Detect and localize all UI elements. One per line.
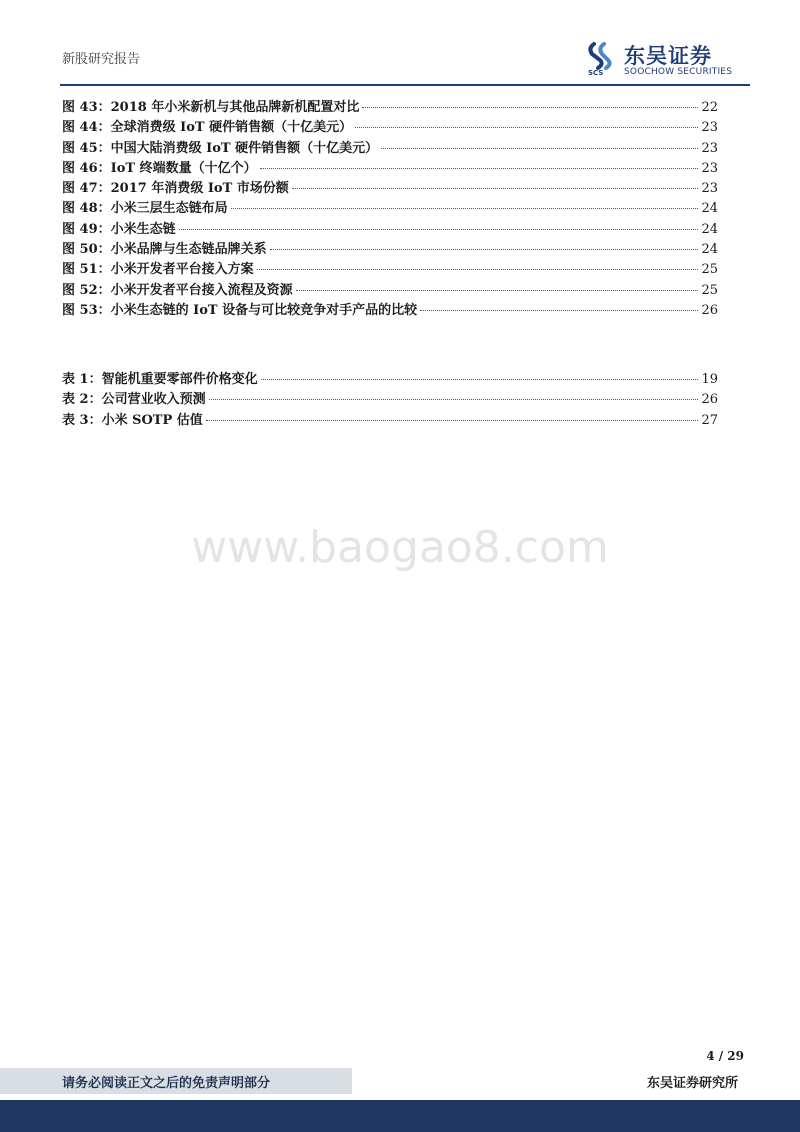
toc-entry-label: 表 3：小米 SOTP 估值 — [62, 412, 203, 428]
toc-entry-label: 表 1：智能机重要零部件价格变化 — [62, 372, 258, 387]
svg-text:SCS: SCS — [588, 69, 604, 76]
toc-row-table-1[interactable] — [62, 368, 718, 388]
toc-row-figure-47[interactable] — [62, 177, 718, 197]
toc-page-number: 23 — [701, 120, 718, 136]
toc-row-figure-45[interactable] — [62, 137, 718, 157]
toc-row-figure-51[interactable] — [62, 258, 718, 278]
toc-entry-label: 图 43：2018 年小米新机与其他品牌新机配置对比 — [62, 100, 360, 115]
toc-page-number: 27 — [701, 412, 718, 428]
report-type-label: 新股研究报告 — [62, 52, 141, 67]
toc-entry-label: 图 47：2017 年消费级 IoT 市场份额 — [62, 181, 289, 197]
toc-row-figure-50[interactable] — [62, 238, 718, 258]
toc-row-table-2[interactable] — [62, 388, 718, 408]
toc-row-table-3[interactable] — [62, 409, 718, 429]
watermark-text: www.baogao8.com — [191, 522, 609, 573]
toc-entry-label: 图 45：中国大陆消费级 IoT 硬件销售额（十亿美元） — [62, 140, 379, 156]
toc-entry-label: 图 51：小米开发者平台接入方案 — [62, 262, 254, 278]
dot-leader — [420, 310, 698, 311]
dot-leader — [257, 269, 699, 270]
dot-leader — [231, 208, 699, 209]
toc-row-figure-49[interactable] — [62, 218, 718, 238]
dot-leader — [261, 379, 699, 380]
toc-page-number: 19 — [701, 372, 718, 387]
dot-leader — [260, 168, 699, 169]
scs-logo-icon — [586, 40, 616, 76]
toc-page-number: 25 — [701, 282, 718, 298]
toc-entry-label: 图 50：小米品牌与生态链品牌关系 — [62, 242, 267, 258]
toc-row-figure-44[interactable] — [62, 116, 718, 136]
toc-entry-label: 图 49：小米生态链 — [62, 221, 176, 237]
toc-page-number: 25 — [701, 262, 718, 278]
toc-page-number: 22 — [701, 100, 718, 115]
header-divider — [60, 84, 750, 86]
dot-leader — [179, 229, 699, 230]
toc-entry-label: 图 52：小米开发者平台接入流程及资源 — [62, 282, 293, 298]
toc-row-figure-52[interactable] — [62, 279, 718, 299]
toc-page-number: 24 — [701, 221, 718, 237]
logo-english-name: SOOCHOW SECURITIES — [624, 67, 733, 77]
toc-page-number: 23 — [701, 140, 718, 156]
footer-company-name: 东吴证券研究所 — [646, 1076, 738, 1091]
toc-page-number: 23 — [701, 160, 718, 176]
footer-band — [0, 1100, 800, 1132]
dot-leader — [362, 107, 698, 108]
toc-row-figure-43[interactable] — [62, 96, 718, 116]
toc-entry-label: 图 46：IoT 终端数量（十亿个） — [62, 160, 257, 176]
dot-leader — [296, 290, 699, 291]
footer-disclaimer: 请务必阅读正文之后的免责声明部分 — [62, 1076, 271, 1091]
dot-leader — [292, 188, 699, 189]
dot-leader — [381, 148, 698, 149]
toc-entry-label: 图 53：小米生态链的 IoT 设备与可比较竞争对手产品的比较 — [62, 302, 418, 318]
toc-entry-label: 表 2：公司营业收入预测 — [62, 392, 206, 408]
toc-page-number: 26 — [701, 392, 718, 408]
table-index-list — [62, 368, 718, 429]
dot-leader — [270, 249, 699, 250]
toc-page-number: 26 — [701, 302, 718, 318]
toc-entry-label: 图 44：全球消费级 IoT 硬件销售额（十亿美元） — [62, 120, 353, 136]
dot-leader — [209, 399, 699, 400]
toc-page-number: 24 — [701, 201, 718, 217]
soochow-logo — [586, 38, 746, 82]
toc-row-figure-46[interactable] — [62, 157, 718, 177]
toc-row-figure-48[interactable] — [62, 197, 718, 217]
logo-chinese-name: 东吴证券 — [624, 44, 712, 68]
page-number: 4 / 29 — [706, 1049, 744, 1063]
toc-entry-label: 图 48：小米三层生态链布局 — [62, 201, 228, 217]
dot-leader — [355, 127, 698, 128]
toc-page-number: 23 — [701, 181, 718, 197]
dot-leader — [206, 420, 699, 421]
toc-row-figure-53[interactable] — [62, 299, 718, 319]
figure-index-list — [62, 96, 718, 319]
toc-page-number: 24 — [701, 242, 718, 258]
